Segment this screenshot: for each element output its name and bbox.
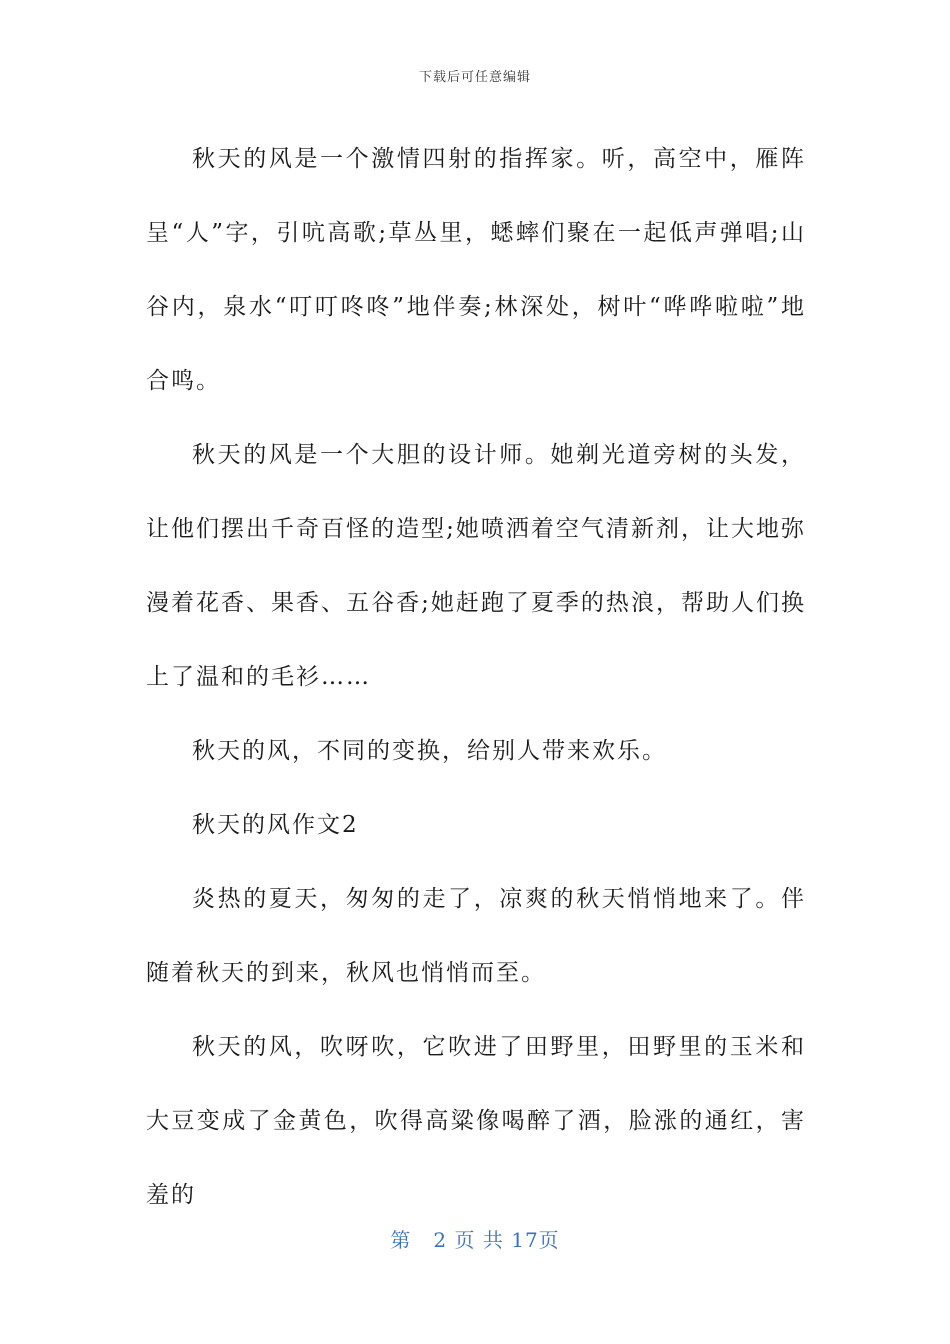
page-footer — [0, 1224, 950, 1253]
footer-page-number: 2 — [433, 1228, 448, 1252]
paragraph-3: 秋天的风，不同的变换，给别人带来欢乐。 — [192, 738, 667, 764]
section-title: 秋天的风作文2 — [192, 812, 359, 838]
footer-suffix: 页 — [538, 1228, 560, 1252]
document-body — [146, 122, 806, 1232]
footer-middle: 页 共 — [454, 1228, 504, 1252]
paragraph-2: 秋天的风是一个大胆的设计师。她剃光道旁树的头发，让他们摆出千奇百怪的造型;她喷洒着空气清新剂，让大地弥漫着花香、果香、五谷香;她赶跑了夏季的热浪，帮助人们换上了温和的毛衫…… — [146, 442, 806, 690]
paragraph-4: 炎热的夏天，匆匆的走了，凉爽的秋天悄悄地来了。伴随着秋天的到来，秋风也悄悄而至。 — [146, 886, 806, 986]
footer-total-pages: 17 — [511, 1228, 539, 1252]
page-header: 下载后可任意编辑 — [418, 70, 531, 85]
paragraph-1: 秋天的风是一个激情四射的指挥家。听，高空中，雁阵呈“人”字，引吭高歌;草丛里，蟋蟀们聚在一起低声弹唱;山谷内，泉水“叮叮咚咚”地伴奏;林深处，树叶“哗哗啦啦”地合鸣。 — [146, 146, 806, 394]
footer-prefix: 第 — [390, 1228, 412, 1252]
paragraph-5: 秋天的风，吹呀吹，它吹进了田野里，田野里的玉米和大豆变成了金黄色，吹得高粱像喝醉了酒，脸涨的通红，害羞的 — [146, 1034, 806, 1208]
